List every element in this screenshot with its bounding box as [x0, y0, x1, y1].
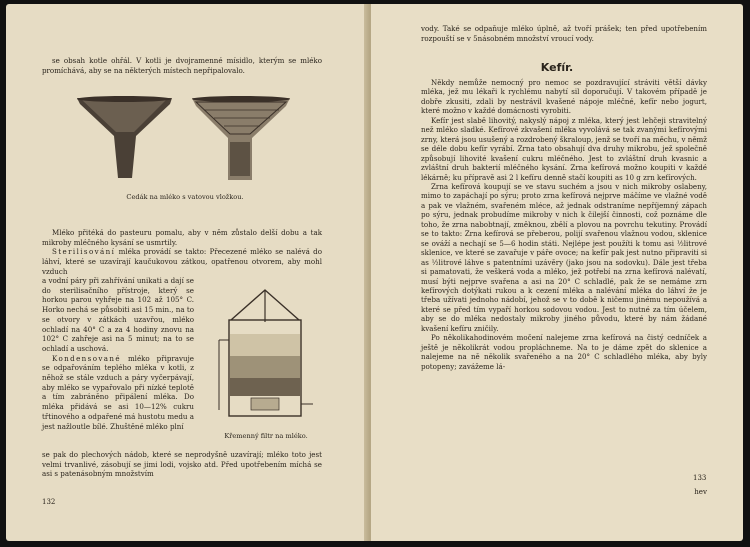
paragraph: Kefír jest slabě lihovitý, nakyslý nápoj z mléka, který jest lehčeji stravitelný než mléko sladké. Kefírové zkvašení mléka vyvolává se tak zvanými kefírovými zrny, která jsou usušený a rozdrobený škraloup, jenž se tvoří na měchu, v němž se déle dobu kefír vyrábí. Zrna tato obsahují dva druhy mikrobu, jež společně způsobují lihovité kvašení cukru mléčného. Jest to zvláštní druh kvasnic a zvláštní druh bakterií mléčného kysání. Zrna kefírová možno koupiti v každé lékárně; ku přípravě asi 2 l kefíru denně stačí koupiti as 10 g zrn kefírových.	[421, 115, 707, 182]
term-kondensovane: Kondensované	[52, 353, 121, 363]
paragraph	[42, 354, 194, 432]
text-run: mléko připravuje se odpařováním teplého mléka v kotli, z něhož se stále vzduch a páry vyčerpávají, aby mléko se vypařovalo při nízké teplotě a tím zabráněno připálení mléka. Do mléka přidává se asi 10—12% cukru třtinového a odpařené má hustotu medu a jest nažloutle bílé. Zhuštěné mléko plní	[42, 353, 194, 431]
paragraph: Někdy nemůže nemocný pro nemoc se pozdravující stráviti větší dávky mléka, jež mu lékaři k rychlému nabytí sil doporučují. V takovém případě je dobře zkusiti, zdali by nestrávil kvašené nápoje mléčné, kefír nebo jogurt, které možno v každé domácnosti vyrobiti.	[421, 78, 707, 116]
paragraph: vody. Také se odpaňuje mléko úplně, až tvoří prášek; ten před upotřebením rozpouští se v 5násobném množství vroucí vody.	[421, 24, 707, 43]
paragraph: se pak do plechových nádob, které se neprodyšně uzavírají; mléko toto jest velmi trvanlivé, zásobují se jimi lodi, vojsko atd. Před upotřebením míchá se asi s patenásobným množstvím	[42, 450, 322, 479]
section-heading-kefir: Kefír.	[540, 61, 574, 74]
right-tail-word: hev	[694, 487, 707, 496]
right-intro-text	[421, 24, 707, 43]
cotton-lined-strainer	[192, 96, 290, 180]
left-body-narrow	[42, 276, 194, 431]
text-run: mléka provádí se takto: Přecezené mléko se nalévá do láhví, které se uzavírají kaučukovou zátkou, opatřenou otvorem, aby mohl vzduch	[42, 247, 322, 276]
paragraph	[42, 247, 322, 276]
milk-strainer-illustration	[74, 92, 296, 184]
left-body-bottom	[42, 450, 322, 479]
quartz-filter-illustration	[211, 282, 321, 430]
figure1-caption: Cedák na mléko s vatovou vložkou.	[126, 193, 244, 201]
plain-strainer	[77, 96, 172, 178]
page-number-right: 133	[693, 474, 707, 482]
paragraph: Po několikahodinovém močení nalejeme zrna kefírová na čistý cedníček a ještě je několikrát vodou propláchneme. Na to je dáme zpět do sklenice a nalejeme na ně několik svařeného a na 20° C schladlého mléka, aby byly potopeny; zavážeme lá-	[421, 333, 707, 371]
paragraph: Zrna kefírová koupují se ve stavu suchém a jsou v nich mikroby oslabeny, mimo to zapáchají po sýru; proto zrna kefírová nejprve máčíme ve vlažné vodě a pak ve vlažném, svařeném mléce, až jednak odstraníme nepříjemný zápach po sýru, jednak probudíme mikroby v nich k čilejší činnosti, což poznáme dle toho, že zrna nabobtnají, změknou, zbělí a plovou na povrchu tekutiny. Provádí se to takto: Zrna kefírová se přeberou, polijí svařenou vlažnou vodou, sklenice se ováží a nechají se 5—6 hodin státi. Nejlépe jest použíti k tomu asi ½litrové sklenice, ve které se zavařuje v páře ovoce; na kefír pak jest nutno připraviti si as ½litrové láhve s patentními uzávěry (jako jsou na sodovku). Dále jest třeba si pamatovati, že veškerá voda a mléko, jež potřebí na zrna kefírová nalévatí, musí býti nejprve svařena a asi na 20° C schladlé, pak že se nemáme zrn kefírových dotýkati rukou a k cezení mléka a nalévání mléka do láhví že je třeba užívati jednoho nádobí, jehož se v to době k ničemu jinému nepoužívá a které se před tím vypaří horkou sodovou vodou. Jest to nutné za tím účelem, aby se do mléka nedostaly mikroby jiného původu, které by nám žádané kvašení kefíru zničily.	[421, 181, 707, 333]
figure2-caption: Křemenný filtr na mléko.	[224, 432, 308, 440]
page-number-left: 132	[42, 498, 56, 506]
left-page	[6, 4, 368, 541]
left-body-wide	[42, 228, 322, 277]
right-body	[421, 78, 707, 371]
right-page	[371, 4, 743, 541]
paragraph: a vodní páry při zahřívání unikati a dají se do sterilisačního přístroje, který se horkou parou vyhřeje na 102 až 105° C. Horko nechá se působiti asi 15 min., na to se otvory v zátkách uzavřou, mléko ochladí na 40° C a za 4 hodiny znovu na 102° C zahřeje asi na 5 minut; na to se ochladí a uschová.	[42, 276, 194, 353]
paragraph: se obsah kotle ohřál. V kotli je dvojramenné mísidlo, kterým se mléko promíchává, aby se na některých místech nepřipalovalo.	[42, 56, 322, 75]
left-intro-text	[42, 56, 322, 75]
term-sterilisovani: Sterilisování	[52, 247, 116, 257]
paragraph: Mléko přitéká do pasteuru pomalu, aby v něm zůstalo delší dobu a tak mikroby mléčného kysání se usmrtily.	[42, 228, 322, 247]
